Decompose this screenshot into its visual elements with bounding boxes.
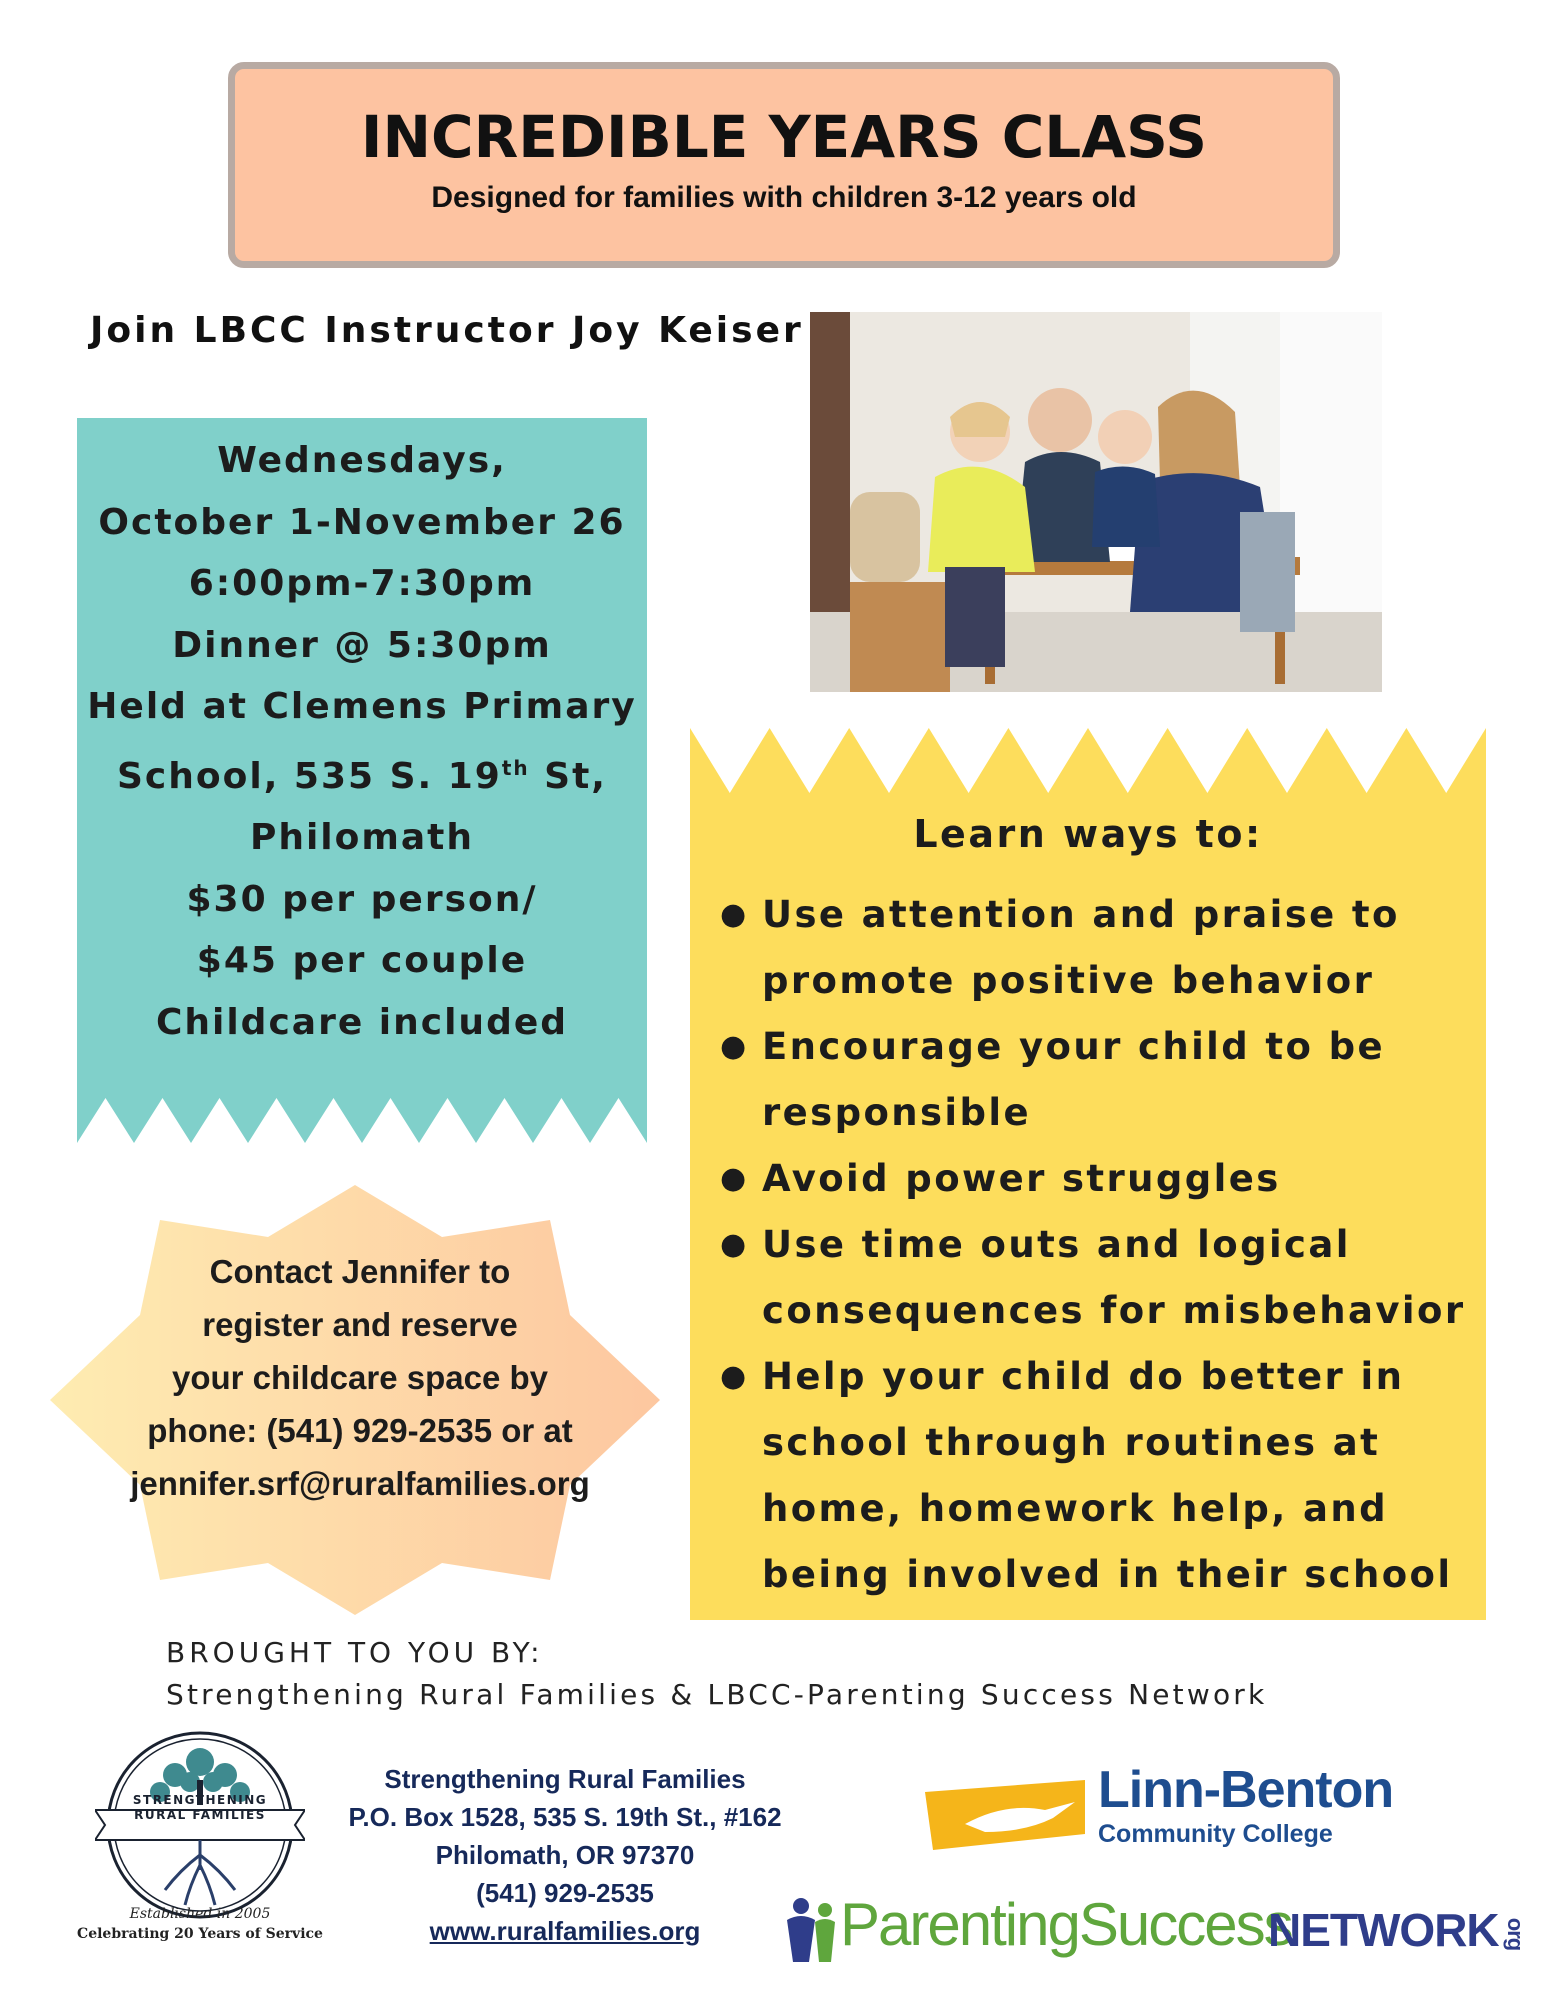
contact-line: register and reserve [202,1306,518,1343]
contact-phone: phone: (541) 929-2535 or at [147,1412,573,1449]
price-couple: $45 per couple [196,940,528,981]
location-line-1: Held at Clemens Primary [87,686,637,727]
page-title: INCREDIBLE YEARS CLASS [360,103,1208,171]
location-line-3: Philomath [249,817,475,858]
childcare-note: Childcare included [155,1001,569,1043]
learn-heading: Learn ways to: [913,812,1263,856]
dinner-time: Dinner @ 5:30pm [172,624,552,666]
address-po: P.O. Box 1528, 535 S. 19th St., #162 [348,1802,782,1832]
learn-list [712,882,1472,1608]
instructor-line: Join LBCC Instructor Joy Keiser [90,310,804,351]
srf-logo-text: STRENGTHENING RURAL FAMILIES [132,1793,268,1822]
title-banner [228,62,1340,268]
address-phone: (541) 929-2535 [476,1878,654,1908]
list-item: ● Use attention and praise to promote positive behavior [720,893,1400,1002]
lbcc-name: Linn-Benton [1098,1761,1394,1819]
price-person: $30 per person/ [186,878,538,920]
list-item: ● Encourage your child to be responsible [720,1025,1385,1134]
class-details [77,430,647,1053]
contact-line: your childcare space by [171,1359,548,1396]
address-org: Strengthening Rural Families [384,1764,746,1794]
srf-established: Established in 2005 Celebrating 20 Years of Service [77,1906,323,1942]
family-photo [810,312,1382,692]
psn-network-text: NETWORK org [1268,1904,1528,1956]
contact-info [80,1245,640,1510]
website-link[interactable]: www.ruralfamilies.org [429,1916,701,1946]
page-subtitle: Designed for families with children 3-12 years old [431,181,1137,214]
contact-email[interactable]: jennifer.srf@ruralfamilies.org [130,1465,590,1502]
sponsors-label: BROUGHT TO YOU BY: [166,1636,544,1669]
sponsors-orgs: Strengthening Rural Families & LBCC-Parenting Success Network [166,1678,1268,1711]
class-time: 6:00pm-7:30pm [188,563,536,604]
address-block [320,1760,810,1950]
psn-parenting-text: ParentingSuccess [840,1891,1292,1958]
lbcc-subtitle: Community College [1098,1820,1333,1848]
class-day: Wednesdays, [217,440,507,481]
location-line-2: School, 535 S. 19th St, [117,755,607,797]
address-city: Philomath, OR 97370 [435,1840,695,1870]
list-item: ● Avoid power struggles [720,1157,1281,1200]
contact-line: Contact Jennifer to [209,1253,511,1290]
list-item: ● Use time outs and logical consequences for misbehavior [720,1223,1466,1332]
list-item: ● Help your child do better in school through routines at home, homework help, and being involved in their school [720,1355,1453,1596]
srf-logo-icon [95,1720,305,1930]
class-dates: October 1-November 26 [98,501,626,543]
